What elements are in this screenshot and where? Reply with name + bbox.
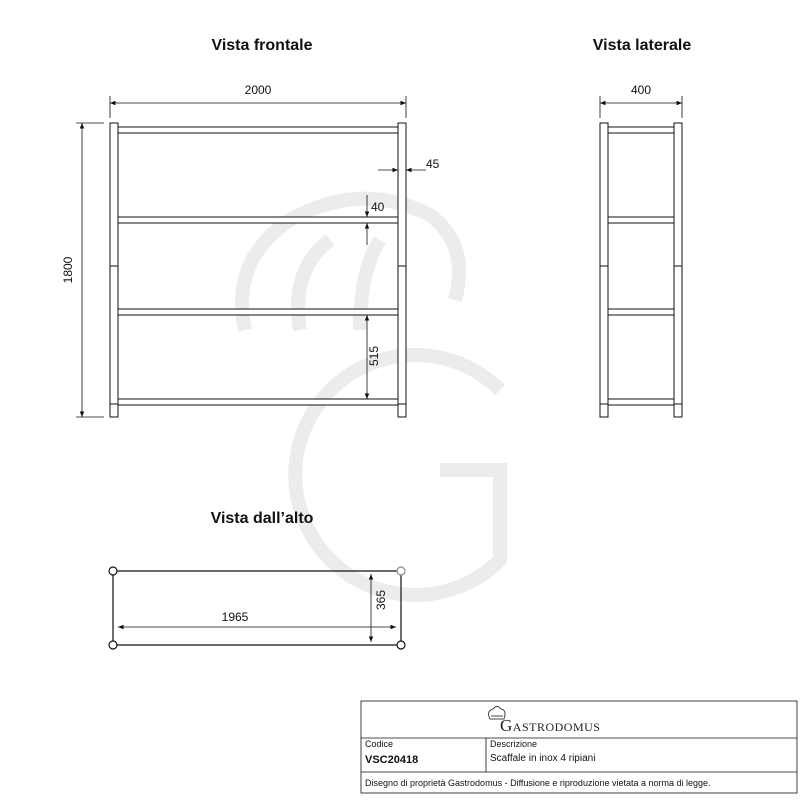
front-height-label: 1800 — [61, 256, 75, 284]
front-right-foot — [398, 404, 406, 417]
ownership-notice: Disegno di proprietà Gastrodomus - Diffusione e riproduzione vietata a norma di legge. — [365, 778, 711, 788]
side-shelf-2 — [608, 217, 674, 223]
side-front-foot — [600, 404, 608, 417]
side-view-title: Vista laterale — [592, 37, 692, 54]
top-view-title: Vista dall’alto — [210, 510, 314, 527]
side-depth-label: 400 — [630, 83, 652, 97]
watermark-logo — [242, 199, 500, 595]
top-corner-post — [397, 641, 405, 649]
front-shelf-1 — [118, 127, 398, 133]
front-shelf-2 — [118, 217, 398, 223]
upright-width-label: 45 — [426, 157, 440, 171]
brand-name: Gastrodomus — [500, 716, 601, 735]
side-shelf-1 — [608, 127, 674, 133]
code-label: Codice — [365, 739, 394, 749]
front-left-upright — [110, 123, 118, 413]
front-left-foot — [110, 404, 118, 417]
side-dimensions — [600, 96, 682, 118]
front-shelf-4 — [118, 399, 398, 405]
code-value: VSC20418 — [365, 754, 419, 766]
front-width-label: 2000 — [244, 83, 272, 97]
side-front-upright — [600, 123, 608, 413]
top-corner-post — [109, 567, 117, 575]
top-corner-post — [397, 567, 405, 575]
description-label: Descrizione — [490, 739, 538, 749]
side-shelf-4 — [608, 399, 674, 405]
side-back-foot — [674, 404, 682, 417]
front-right-upright — [398, 123, 406, 413]
side-view — [600, 123, 682, 417]
shelf-thickness-label: 40 — [371, 200, 385, 214]
front-shelf-3 — [118, 309, 398, 315]
shelf-spacing-label: 515 — [367, 345, 381, 367]
front-view-title: Vista frontale — [211, 37, 313, 54]
description-value: Scaffale in inox 4 ripiani — [490, 753, 596, 764]
top-corner-post — [109, 641, 117, 649]
top-length-label: 1965 — [221, 610, 249, 624]
side-shelf-3 — [608, 309, 674, 315]
top-depth-label: 365 — [374, 589, 388, 611]
side-back-upright — [674, 123, 682, 413]
